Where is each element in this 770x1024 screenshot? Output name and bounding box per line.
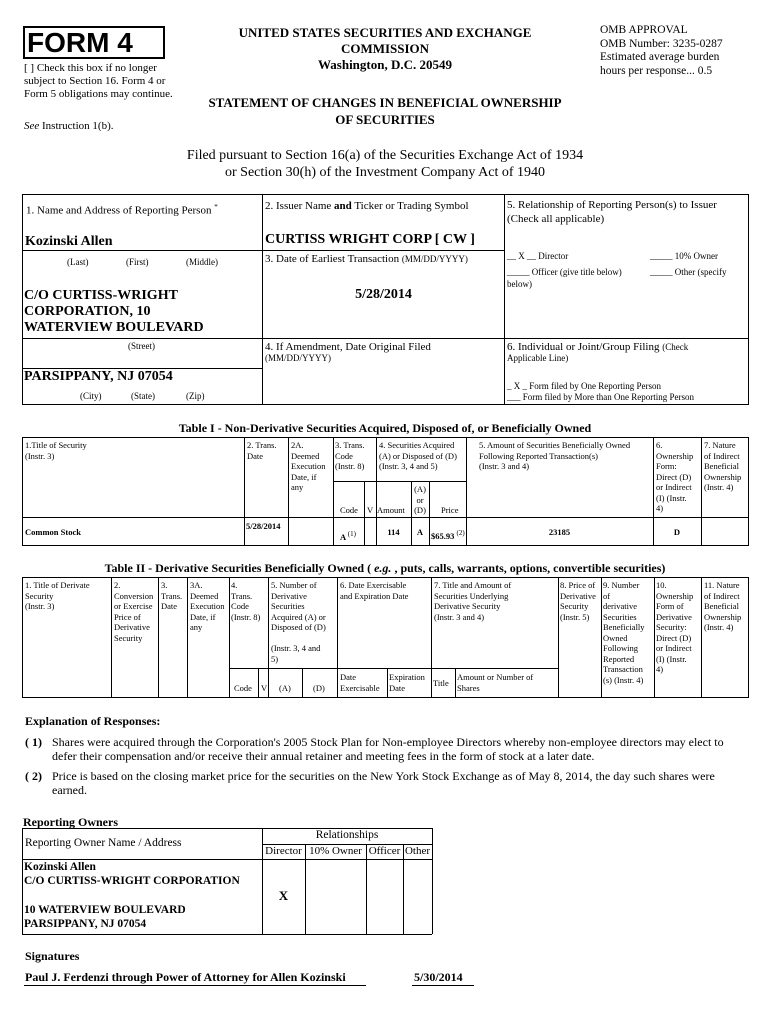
below-caption: below) — [507, 279, 532, 289]
rule — [654, 577, 655, 697]
rule — [22, 404, 749, 405]
omb-line-2: OMB Number: 3235-0287 — [600, 37, 723, 50]
rule — [268, 577, 269, 697]
last-caption: (Last) — [67, 257, 89, 267]
t1-col-deemed: 2A. Deemed Execution Date, if any — [291, 440, 326, 492]
director-checkbox[interactable]: __ X __ Director — [507, 251, 569, 261]
box1-star: * — [214, 203, 218, 211]
rule — [366, 844, 367, 934]
rule — [22, 577, 23, 697]
street-line-1: C/O CURTISS-WRIGHT — [24, 288, 178, 303]
t1-col-title: 1.Title of Security (Instr. 3) — [25, 440, 87, 461]
footnote-ref-2: (2) — [456, 529, 465, 537]
explanation-heading: Explanation of Responses: — [25, 714, 161, 728]
table2-title-post: , puts, calls, warrants, options, convertible securities) — [391, 561, 666, 575]
box2-label-pre: 2. Issuer Name — [265, 200, 335, 212]
t1-col-code: 3. Trans. Code (Instr. 8) — [335, 440, 365, 471]
t1-col-acquired: 4. Securities Acquired (A) or Disposed of (D) (Instr. 3, 4 and 5) — [379, 440, 457, 471]
t2-col-4: 4. Trans. Code (Instr. 8) — [231, 580, 261, 622]
t2-col-3a: 3A. Deemed Execution Date, if any — [190, 580, 225, 632]
t2-col-7: 7. Title and Amount of Securities Underlying Derivative Security (Instr. 3 and 4) — [434, 580, 512, 622]
t2-sub-d: (D) — [313, 683, 325, 693]
rule — [429, 481, 430, 545]
agency-line-1: UNITED STATES SECURITIES AND EXCHANGE — [238, 25, 532, 40]
rule — [22, 934, 432, 935]
t2-col-11: 11. Nature of Indirect Beneficial Ownership (Instr. 4) — [704, 580, 742, 632]
box2-label-and: and — [334, 200, 352, 212]
rule — [187, 577, 188, 697]
box4-format: (MM/DD/YYYY) — [265, 353, 331, 363]
rule — [432, 828, 433, 934]
t1-row-amount: 114 — [387, 527, 400, 537]
rule — [305, 844, 306, 934]
ten-pct-owner-col: 10% Owner — [309, 845, 362, 857]
signature-underline — [24, 985, 366, 986]
owner-name: Kozinski Allen — [24, 861, 96, 873]
street-address — [24, 288, 204, 336]
t2-col-6: 6. Date Exercisable and Expiration Date — [340, 580, 409, 601]
table2-title — [0, 561, 770, 576]
rule — [333, 437, 334, 545]
reporting-owners-heading: Reporting Owners — [23, 815, 118, 829]
see-instruction-rest: Instruction 1(b). — [39, 120, 114, 132]
t1-row-form: D — [673, 527, 681, 537]
t2-col-1: 1. Title of Derivate Security (Instr. 3) — [25, 580, 90, 611]
rule — [22, 545, 749, 546]
relationships-header: Relationships — [315, 829, 379, 841]
see-instruction — [24, 120, 174, 133]
form-title: FORM 4 — [27, 27, 133, 58]
rule — [431, 577, 432, 697]
t1-sub-code: Code — [340, 505, 358, 515]
box6-applicable: Applicable Line) — [507, 353, 569, 363]
box2-label — [265, 200, 469, 213]
t1-col-date: 2. Trans. Date — [247, 440, 277, 461]
agency-line-3: Washington, D.C. 20549 — [318, 57, 452, 72]
rule — [601, 577, 602, 697]
t1-sub-amount: Amount — [377, 505, 405, 515]
rule — [701, 437, 702, 545]
box6-check: (Check — [662, 342, 689, 352]
rule — [333, 481, 466, 482]
omb-approval — [600, 24, 765, 78]
t2-sub-amount: Amount or Number of Shares — [457, 672, 534, 693]
owner-address-1: C/O CURTISS-WRIGHT CORPORATION — [24, 875, 240, 887]
t1-row-code-value: A — [340, 531, 346, 542]
owner-name-col: Reporting Owner Name / Address — [25, 837, 182, 849]
issuer-name: CURTISS WRIGHT CORP [ CW ] — [265, 232, 475, 247]
rule — [229, 668, 337, 669]
rule — [22, 517, 749, 518]
box3-label — [265, 253, 468, 266]
t2-col-9: 9. Number of derivative Securities Beneficially Owned Following Reported Transaction (s) (Instr. 4) — [603, 580, 645, 685]
rule — [337, 577, 338, 697]
omb-line-4: hours per response... 0.5 — [600, 64, 713, 77]
t1-row-security: Common Stock — [25, 527, 81, 537]
rule — [748, 437, 749, 545]
date-underline — [412, 985, 474, 986]
t1-row-date: 5/28/2014 — [246, 521, 281, 531]
first-caption: (First) — [126, 257, 149, 267]
rule — [22, 577, 749, 578]
rule — [22, 194, 749, 195]
rule — [262, 338, 749, 339]
box6-label-text: 6. Individual or Joint/Group Filing — [507, 341, 660, 353]
t2-sub-code: Code — [234, 683, 252, 693]
t1-row-code — [340, 529, 356, 542]
t2-sub-date-exercisable: Date Exercisable — [340, 672, 380, 693]
state-caption: (State) — [131, 391, 155, 401]
rule — [403, 844, 404, 934]
rule — [22, 194, 23, 404]
footnote-ref-1: (1) — [347, 530, 356, 538]
no-longer-subject-checkbox[interactable]: [ ] Check this box if no longer subject to Section 16. Form 4 or Form 5 obligations may continue. — [24, 62, 173, 100]
footnote-2-text: Price is based on the closing market price for the securities on the New York Stock Exchange as of May 8, 2014, the day such shares were earned. — [52, 769, 715, 797]
rule — [748, 194, 749, 404]
rule — [111, 577, 112, 697]
t1-row-owned: 23185 — [548, 527, 571, 537]
statement-line-2: OF SECURITIES — [335, 112, 435, 127]
statement-line-1: STATEMENT OF CHANGES IN BENEFICIAL OWNERSHIP — [208, 95, 562, 110]
rule — [22, 250, 262, 251]
owner-address-2: 10 WATERVIEW BOULEVARD — [24, 904, 186, 916]
rule — [701, 577, 702, 697]
owner-address-3: PARSIPPANY, NJ 07054 — [24, 918, 147, 930]
street-caption: (Street) — [128, 341, 155, 351]
signer-name: Paul J. Ferdenzi through Power of Attorney for Allen Kozinski — [25, 970, 346, 984]
signature-date: 5/30/2014 — [414, 970, 463, 984]
zip-caption: (Zip) — [186, 391, 205, 401]
table2-title-eg: e.g. — [374, 561, 392, 575]
street-line-3: WATERVIEW BOULEVARD — [24, 320, 204, 335]
t2-sub-expiration: Expiration Date — [389, 672, 425, 693]
t1-col-ownership-form: 6. Ownership Form: Direct (D) or Indirect (I) (Instr. 4) — [656, 440, 694, 513]
rule — [262, 250, 505, 251]
rule — [158, 577, 159, 697]
city-state-zip: PARSIPPANY, NJ 07054 — [24, 369, 173, 384]
rule — [302, 668, 303, 697]
t2-sub-title: Title — [433, 678, 449, 688]
omb-line-1: OMB APPROVAL — [600, 24, 688, 36]
director-col: Director — [265, 845, 302, 857]
rule — [22, 697, 749, 698]
rule — [748, 577, 749, 697]
t1-col-nature: 7. Nature of Indirect Beneficial Ownership (Instr. 4) — [704, 440, 742, 492]
rule — [229, 577, 230, 697]
t2-sub-a: (A) — [279, 683, 291, 693]
city-caption: (City) — [80, 391, 102, 401]
filed-by-one-option[interactable]: _ X _ Form filed by One Reporting Person — [507, 381, 661, 391]
rule — [364, 481, 365, 545]
rule — [22, 859, 432, 860]
rule — [22, 828, 23, 934]
officer-checkbox[interactable]: _____ Officer (give title below) — [507, 267, 622, 277]
footnote-1-mark: ( 1) — [25, 735, 42, 749]
box5-label-line-1: 5. Relationship of Reporting Person(s) to Issuer — [507, 199, 717, 211]
rule — [22, 437, 749, 438]
box3-label-text: 3. Date of Earliest Transaction — [265, 253, 400, 265]
earliest-transaction-date: 5/28/2014 — [355, 287, 412, 302]
t2-col-10: 10. Ownership Form of Derivative Security: Direct (D) or Indirect (I) (Instr. 4) — [656, 580, 694, 674]
agency-line-2: COMMISSION — [340, 41, 430, 56]
box3-format: (MM/DD/YYYY) — [401, 254, 468, 264]
rule — [22, 338, 262, 339]
rule — [387, 668, 388, 697]
t1-col-amount-owned: 5. Amount of Securities Beneficially Owned Following Reported Transaction(s) (Instr. 3 and 4) — [479, 440, 631, 471]
t1-sub-v: V — [367, 505, 374, 515]
filed-line-1: Filed pursuant to Section 16(a) of the Securities Exchange Act of 1934 — [186, 148, 584, 163]
filed-line-2: or Section 30(h) of the Investment Company Act of 1940 — [225, 165, 545, 180]
box4-label: 4. If Amendment, Date Original Filed — [265, 341, 431, 353]
t1-row-price-value: $65.93 — [431, 530, 455, 541]
other-col: Other — [404, 845, 431, 857]
rule — [558, 577, 559, 697]
t2-col-2: 2. Conversion or Exercise Price of Derivative Security — [114, 580, 154, 643]
t1-sub-a-or-d: (A) or (D) — [414, 484, 426, 515]
t2-sub-v: V — [261, 683, 268, 693]
table1-title: Table I - Non-Derivative Securities Acquired, Disposed of, or Beneficially Owned — [178, 421, 592, 435]
omb-line-3: Estimated average burden — [600, 51, 720, 63]
box2-label-post: Ticker or Trading Symbol — [351, 200, 469, 212]
rule — [288, 437, 289, 545]
footnote-1-text: Shares were acquired through the Corporation's 2005 Stock Plan for Non-employee Directors whereby non-employee directors may elect to defer their compensation and/or receive their annual retainer and meeting fees in the form of stock at a later date. — [52, 735, 724, 763]
t1-row-a-or-d: A — [416, 527, 424, 537]
t1-sub-price: Price — [441, 505, 459, 515]
box5-label-line-2: (Check all applicable) — [507, 213, 605, 225]
filed-by-more-option[interactable]: ___ Form filed by More than One Reporting Person — [507, 392, 694, 402]
rule — [262, 828, 263, 934]
rule — [22, 437, 23, 545]
filed-pursuant — [0, 147, 770, 181]
t2-col-8: 8. Price of Derivative Security (Instr. 5) — [560, 580, 596, 622]
table2-title-pre: Table II - Derivative Securities Beneficially Owned ( — [104, 561, 375, 575]
rule — [455, 668, 456, 697]
t2-col-3: 3. Trans. Date — [161, 580, 183, 611]
middle-caption: (Middle) — [186, 257, 218, 267]
t2-col-5: 5. Number of Derivative Securities Acquired (A) or Disposed of (D) (Instr. 3, 4 and 5) — [271, 580, 326, 664]
other-checkbox[interactable]: _____ Other (specify — [650, 267, 727, 277]
see-word: See — [24, 120, 40, 132]
footnote-2-mark: ( 2) — [25, 769, 42, 783]
rule — [244, 437, 245, 545]
ten-percent-owner-checkbox[interactable]: _____ 10% Owner — [650, 251, 718, 261]
rule — [258, 668, 259, 697]
statement-title — [175, 94, 595, 128]
signatures-heading: Signatures — [25, 949, 80, 963]
officer-col: Officer — [368, 845, 401, 857]
box1-label — [26, 201, 218, 218]
reporting-person-name: Kozinski Allen — [25, 234, 113, 249]
director-mark: X — [278, 888, 289, 903]
t1-row-price — [431, 528, 465, 541]
street-line-2: CORPORATION, 10 — [24, 304, 151, 319]
agency-name — [175, 25, 595, 73]
box1-label-text: 1. Name and Address of Reporting Person — [26, 204, 212, 217]
rule — [337, 668, 558, 669]
